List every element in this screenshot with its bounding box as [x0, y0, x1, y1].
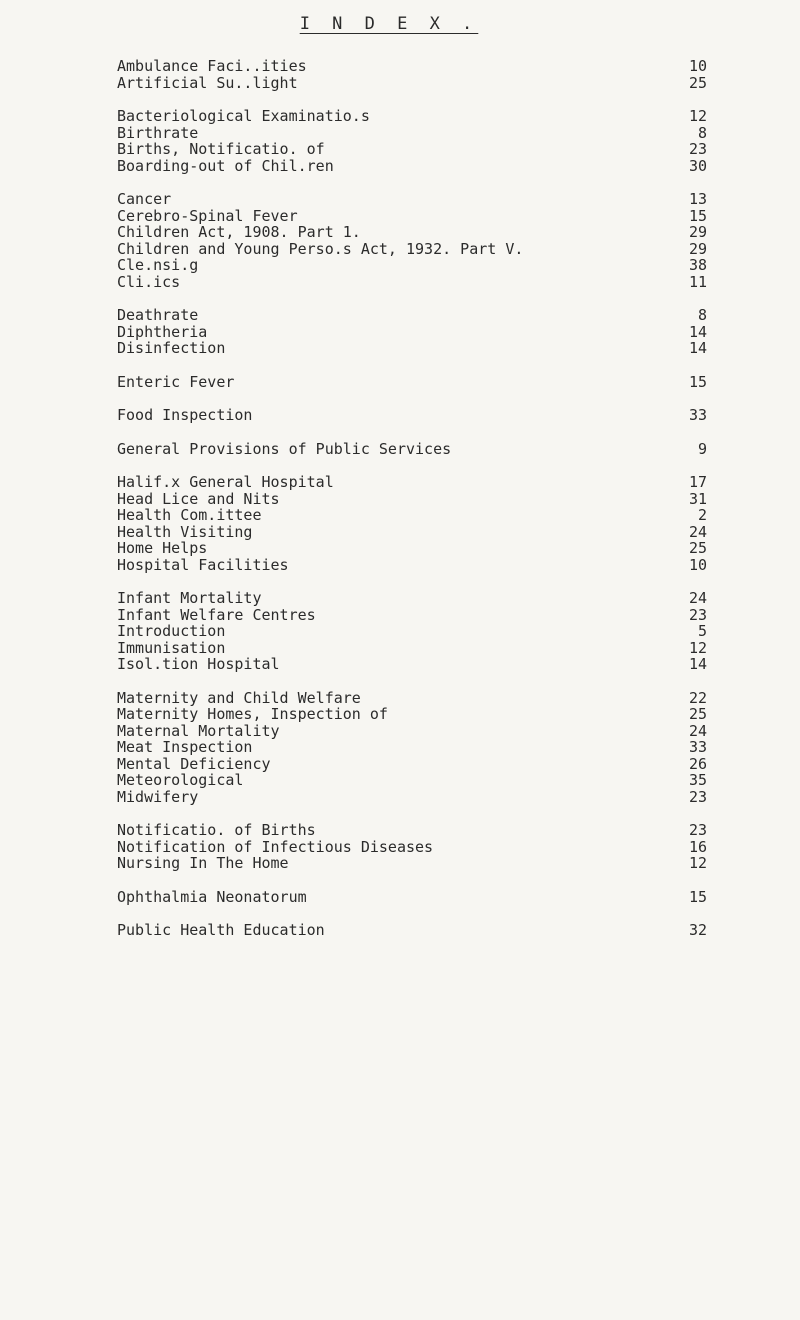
- index-entry: [117, 324, 707, 341]
- page-title: I N D E X .: [299, 14, 479, 34]
- entry-label: Children and Young Perso.s Act, 1932. Part V.: [117, 239, 524, 258]
- index-entry: [117, 739, 707, 756]
- entry-page-number: 32: [688, 921, 707, 939]
- entry-label: Meat Inspection: [117, 738, 253, 756]
- entry-label: Midwifery: [117, 787, 199, 806]
- entry-label: Head Lice and Nits: [117, 489, 280, 508]
- entry-label: Infant Welfare Centres: [117, 605, 316, 624]
- index-entry: [117, 224, 707, 241]
- entry-page-number: 25: [688, 73, 707, 92]
- entry-page-number: 12: [688, 638, 707, 657]
- entry-page-number: 15: [688, 372, 707, 391]
- index-entry: [117, 889, 707, 906]
- index-entry: [117, 607, 707, 624]
- entry-label: General Provisions of Public Services: [117, 439, 452, 458]
- index-entry: [117, 656, 707, 673]
- index-entry: [117, 590, 707, 607]
- index-entry: [117, 474, 707, 491]
- index-entry: [117, 407, 707, 424]
- entry-label: Enteric Fever: [117, 372, 235, 391]
- entry-label: Food Inspection: [117, 406, 253, 424]
- entry-page-number: 26: [688, 754, 707, 773]
- index-group: [117, 889, 707, 906]
- entry-page-number: 30: [688, 156, 707, 175]
- index-group: [117, 474, 707, 573]
- index-entry: [117, 706, 707, 723]
- entry-label: Notification of Infectious Diseases: [117, 837, 434, 856]
- index-group: [117, 407, 707, 424]
- entry-label: Cerebro-Spinal Fever: [117, 206, 298, 225]
- index-group: [117, 58, 707, 91]
- entry-label: Cancer: [117, 190, 172, 208]
- entry-page-number: 11: [688, 272, 707, 291]
- index-entry: [117, 58, 707, 75]
- entry-label: Nursing In The Home: [117, 854, 289, 872]
- index-list: [117, 58, 707, 956]
- index-group: [117, 690, 707, 806]
- index-entry: [117, 822, 707, 839]
- index-entry: [117, 922, 707, 939]
- entry-page-number: 38: [688, 256, 707, 274]
- index-entry: [117, 340, 707, 357]
- entry-page-number: 23: [688, 140, 707, 158]
- entry-label: Ophthalmia Neonatorum: [117, 887, 307, 906]
- index-group: [117, 822, 707, 872]
- entry-label: Disinfection: [117, 339, 226, 357]
- index-group: [117, 108, 707, 174]
- entry-page-number: 17: [688, 473, 707, 491]
- index-group: [117, 922, 707, 939]
- index-group: [117, 307, 707, 357]
- entry-page-number: 24: [688, 721, 707, 740]
- entry-page-number: 10: [688, 555, 707, 574]
- index-entry: [117, 491, 707, 508]
- entry-page-number: 5: [697, 622, 707, 640]
- entry-page-number: 23: [688, 787, 707, 806]
- entry-page-number: 15: [688, 887, 707, 906]
- entry-label: Maternal Mortality: [117, 721, 280, 740]
- index-entry: [117, 540, 707, 557]
- entry-page-number: 13: [688, 190, 707, 208]
- entry-page-number: 9: [697, 439, 707, 458]
- index-entry: [117, 108, 707, 125]
- entry-label: Home Helps: [117, 539, 208, 557]
- entry-label: Hospital Facilities: [117, 555, 289, 574]
- entry-label: Mental Deficiency: [117, 754, 271, 773]
- entry-label: Halif.x General Hospital: [117, 473, 334, 491]
- index-entry: [117, 789, 707, 806]
- index-entry: [117, 125, 707, 142]
- index-entry: [117, 307, 707, 324]
- index-entry: [117, 623, 707, 640]
- index-entry: [117, 374, 707, 391]
- entry-page-number: 10: [688, 57, 707, 75]
- index-entry: [117, 855, 707, 872]
- entry-page-number: 15: [688, 206, 707, 225]
- index-entry: [117, 690, 707, 707]
- index-entry: [117, 257, 707, 274]
- entry-page-number: 2: [697, 506, 707, 524]
- entry-label: Public Health Education: [117, 921, 325, 939]
- entry-page-number: 31: [688, 489, 707, 508]
- entry-label: Immunisation: [117, 638, 226, 657]
- index-entry: [117, 723, 707, 740]
- entry-page-number: 33: [688, 738, 707, 756]
- entry-page-number: 12: [688, 854, 707, 872]
- index-group: [117, 590, 707, 673]
- entry-label: Artificial Su..light: [117, 73, 298, 92]
- index-entry: [117, 75, 707, 92]
- entry-label: Isol.tion Hospital: [117, 655, 280, 673]
- entry-label: Maternity Homes, Inspection of: [117, 705, 388, 723]
- index-entry: [117, 141, 707, 158]
- entry-page-number: 23: [688, 605, 707, 624]
- entry-page-number: 14: [688, 322, 707, 341]
- index-entry: [117, 524, 707, 541]
- index-entry: [117, 772, 707, 789]
- entry-label: Cli.ics: [117, 272, 181, 291]
- entry-page-number: 23: [688, 821, 707, 839]
- entry-label: Meteorological: [117, 771, 244, 789]
- entry-page-number: 14: [688, 655, 707, 673]
- index-entry: [117, 191, 707, 208]
- index-entry: [117, 241, 707, 258]
- entry-label: Infant Mortality: [117, 589, 262, 607]
- entry-page-number: 24: [688, 589, 707, 607]
- entry-label: Boarding-out of Chil.ren: [117, 156, 334, 175]
- entry-page-number: 16: [688, 837, 707, 856]
- index-entry: [117, 756, 707, 773]
- index-group: [117, 374, 707, 391]
- entry-label: Bacteriological Examinatio.s: [117, 107, 370, 125]
- entry-page-number: 8: [697, 123, 707, 142]
- entry-page-number: 33: [688, 406, 707, 424]
- entry-page-number: 12: [688, 107, 707, 125]
- entry-label: Births, Notificatio. of: [117, 140, 325, 158]
- entry-page-number: 8: [697, 306, 707, 324]
- entry-page-number: 14: [688, 339, 707, 357]
- entry-label: Ambulance Faci..ities: [117, 57, 307, 75]
- index-entry: [117, 640, 707, 657]
- index-entry: [117, 208, 707, 225]
- entry-label: Birthrate: [117, 123, 199, 142]
- entry-page-number: 25: [688, 539, 707, 557]
- entry-label: Children Act, 1908. Part 1.: [117, 223, 361, 241]
- entry-label: Maternity and Child Welfare: [117, 688, 361, 707]
- entry-page-number: 24: [688, 522, 707, 541]
- entry-label: Diphtheria: [117, 322, 208, 341]
- index-entry: [117, 158, 707, 175]
- entry-label: Notificatio. of Births: [117, 821, 316, 839]
- entry-label: Cle.nsi.g: [117, 256, 199, 274]
- entry-page-number: 25: [688, 705, 707, 723]
- index-entry: [117, 441, 707, 458]
- entry-label: Health Visiting: [117, 522, 253, 541]
- index-entry: [117, 507, 707, 524]
- entry-page-number: 35: [688, 771, 707, 789]
- index-entry: [117, 839, 707, 856]
- entry-page-number: 22: [688, 688, 707, 707]
- entry-page-number: 29: [688, 223, 707, 241]
- index-group: [117, 441, 707, 458]
- index-entry: [117, 557, 707, 574]
- entry-page-number: 29: [688, 239, 707, 258]
- index-group: [117, 191, 707, 290]
- entry-label: Health Com.ittee: [117, 506, 262, 524]
- entry-label: Introduction: [117, 622, 226, 640]
- entry-label: Deathrate: [117, 306, 199, 324]
- index-entry: [117, 274, 707, 291]
